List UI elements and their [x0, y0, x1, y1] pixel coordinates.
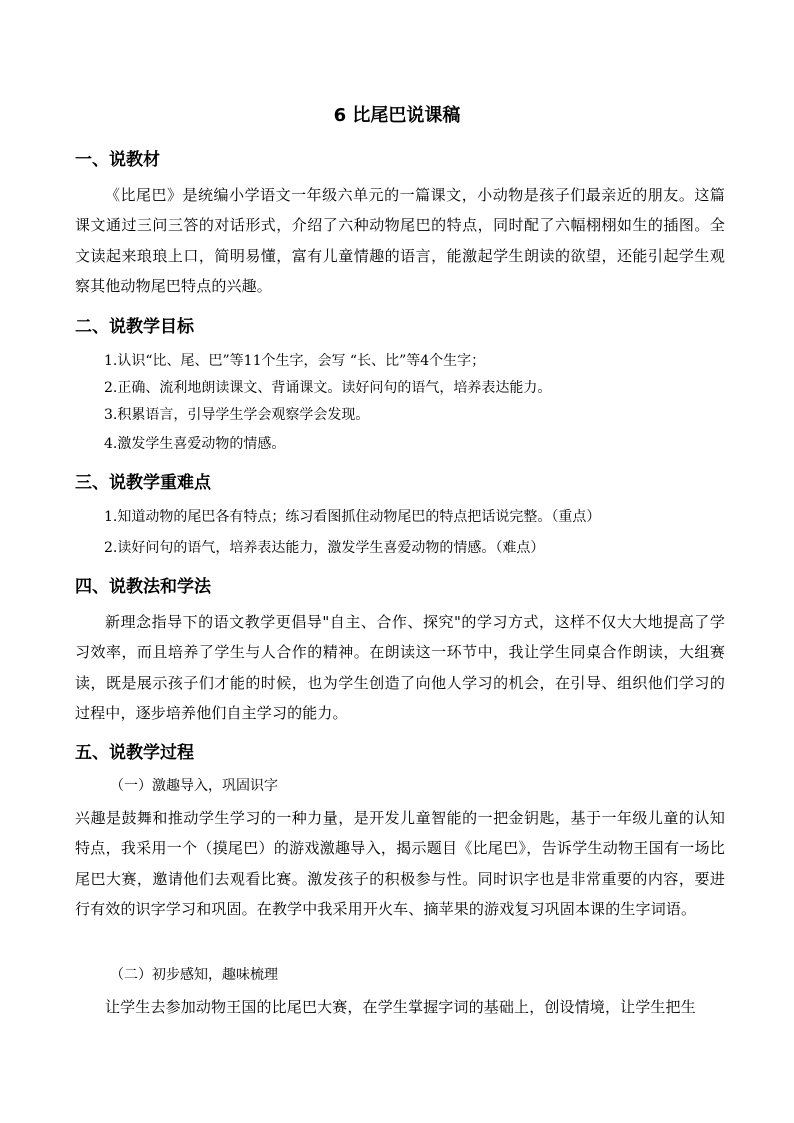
- goal-item-4: 4.激发学生喜爱动物的情感。: [104, 436, 286, 452]
- subsection-heading-intro: （一）激趣导入，巩固识字: [110, 778, 278, 794]
- paragraph-methods: 新理念指导下的语文教学更倡导"自主、合作、探究"的学习方式，这样不仅大大地提高了学习效率，而且培养了学生与人合作的精神。在朗读这一环节中，我让学生同桌合作朗读，大组赛读，既是展示孩子们才能的时候，也为学生创造了向他人学习的机会，在引导、组织他们学习的过程中，逐步培养他们自主学习的能力。: [75, 613, 725, 722]
- paragraph-intro: 兴趣是鼓舞和推动学生学习的一种力量，是开发儿童智能的一把金钥匙，基于一年级儿童的认知特点，我采用一个（摸尾巴）的游戏激趣导入，揭示题目《比尾巴》，告诉学生动物王国有一场比尾巴大赛，邀请他们去观看比赛。激发孩子的积极参与性。同时识字也是非常重要的内容，要进行有效的识字学习和巩固。在教学中我采用开火车、摘苹果的游戏复习巩固本课的生字词语。: [75, 809, 725, 918]
- goal-item-2: 2.正确、流利地朗读课文、背诵课文。读好问句的语气，培养表达能力。: [104, 380, 552, 396]
- section-heading-teaching-material: 一、说教材: [75, 150, 160, 170]
- paragraph-perception: 让学生去参加动物王国的比尾巴大赛，在学生掌握字词的基础上，创设情境，让学生把生: [105, 998, 696, 1016]
- section-heading-process: 五、说教学过程: [75, 743, 194, 763]
- goal-item-3: 3.积累语言，引导学生学会观察学会发现。: [104, 407, 370, 423]
- subsection-heading-perception: （二）初步感知，趣味梳理: [110, 967, 278, 983]
- section-heading-methods: 四、说教法和学法: [75, 577, 211, 597]
- section-heading-teaching-goals: 二、说教学目标: [75, 317, 194, 337]
- section-heading-key-points: 三、说教学重难点: [75, 473, 211, 493]
- document-title: 6 比尾巴说课稿: [333, 105, 461, 126]
- key-point-item-2: 2.读好问句的语气，培养表达能力，激发学生喜爱动物的情感。（难点）: [104, 540, 545, 556]
- paragraph-teaching-material: 《比尾巴》是统编小学语文一年级六单元的一篇课文，小动物是孩子们最亲近的朋友。这篇课文通过三问三答的对话形式，介绍了六种动物尾巴的特点，同时配了六幅栩栩如生的插图。全文读起来琅琅上口，简明易懂，富有儿童情趣的语言，能激起学生朗读的欲望，还能引起学生观察其他动物尾巴特点的兴趣。: [75, 186, 725, 295]
- key-point-item-1: 1.知道动物的尾巴各有特点；练习看图抓住动物尾巴的特点把话说完整。（重点）: [104, 509, 601, 525]
- goal-item-1: 1.认识“比、尾、巴”等11个生字，会写 “长、比”等4个生字；: [104, 353, 486, 369]
